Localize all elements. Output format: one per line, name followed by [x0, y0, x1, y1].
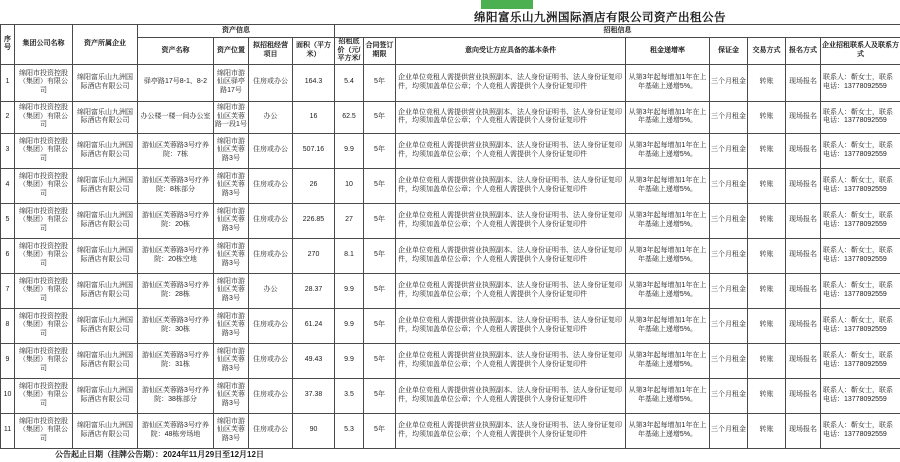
cell-rent-increase: 从第3年起每增加1年在上年基础上递增5%。: [626, 64, 710, 101]
cell-deposit: 三个月租金: [710, 168, 748, 203]
cell-base-price: 62.5: [335, 101, 364, 133]
cell-owner-enterprise: 绵阳富乐山九洲国际酒店有限公司: [73, 64, 138, 101]
cell-rental-project: 住房或办公: [249, 308, 293, 343]
cell-registration-method: 现场报名: [786, 308, 821, 343]
cell-group-company: 绵阳市投资控股（集团）有限公司: [15, 378, 73, 413]
cell-conditions: 企业单位竞租人需提供营业执照副本、法人身份证明书、法人身份证复印件，均须加盖单位公章；个人竞租人需提供个人身份证复印件: [396, 343, 626, 378]
cell-serial: 3: [1, 133, 15, 168]
cell-group-company: 绵阳市投资控股（集团）有限公司: [15, 64, 73, 101]
cell-conditions: 企业单位竞租人需提供营业执照副本、法人身份证明书、法人身份证复印件，均须加盖单位公章；个人竞租人需提供个人身份证复印件: [396, 168, 626, 203]
cell-registration-method: 现场报名: [786, 168, 821, 203]
col-header-transaction-method: 交易方式: [748, 38, 786, 65]
cell-deposit: 三个月租金: [710, 203, 748, 238]
cell-deposit: 三个月租金: [710, 413, 748, 448]
cell-contract-term: 5年: [364, 203, 396, 238]
table-row: [1, 101, 900, 133]
cell-serial: 7: [1, 273, 15, 308]
cell-group-company: 绵阳市投资控股（集团）有限公司: [15, 101, 73, 133]
table-row: [1, 343, 900, 378]
cell-deposit: 三个月租金: [710, 343, 748, 378]
cell-rental-project: 住房或办公: [249, 203, 293, 238]
cell-contact: 联系人：靳女士，联系电话：13778092559: [821, 378, 900, 413]
cell-contract-term: 5年: [364, 378, 396, 413]
cell-serial: 4: [1, 168, 15, 203]
cell-transaction-method: 转账: [748, 238, 786, 273]
cell-rental-project: 住房或办公: [249, 378, 293, 413]
cell-rent-increase: 从第3年起每增加1年在上年基础上递增5%。: [626, 308, 710, 343]
table-row: [1, 273, 900, 308]
group-header-asset-info: 资产信息: [138, 25, 335, 38]
cell-contract-term: 5年: [364, 101, 396, 133]
cell-serial: 2: [1, 101, 15, 133]
cell-rental-project: 住房或办公: [249, 64, 293, 101]
cell-conditions: 企业单位竞租人需提供营业执照副本、法人身份证明书、法人身份证复印件，均须加盖单位公章；个人竞租人需提供个人身份证复印件: [396, 101, 626, 133]
cell-serial: 11: [1, 413, 15, 448]
cell-base-price: 5.3: [335, 413, 364, 448]
cell-serial: 10: [1, 378, 15, 413]
cell-asset-name: 游仙区芙蓉路3号疗养院：20栋空地: [138, 238, 214, 273]
cell-transaction-method: 转账: [748, 168, 786, 203]
table-row: [1, 308, 900, 343]
cell-owner-enterprise: 绵阳富乐山九洲国际酒店有限公司: [73, 203, 138, 238]
page-title: 绵阳富乐山九洲国际酒店有限公司资产出租公告: [474, 12, 726, 24]
cell-transaction-method: 转账: [748, 273, 786, 308]
cell-transaction-method: 转账: [748, 101, 786, 133]
cell-conditions: 企业单位竞租人需提供营业执照副本、法人身份证明书、法人身份证复印件，均须加盖单位公章；个人竞租人需提供个人身份证复印件: [396, 238, 626, 273]
cell-conditions: 企业单位竞租人需提供营业执照副本、法人身份证明书、法人身份证复印件，均须加盖单位公章；个人竞租人需提供个人身份证复印件: [396, 133, 626, 168]
rental-table: [0, 24, 900, 449]
cell-contact: 联系人：靳女士，联系电话：13778092559: [821, 413, 900, 448]
cell-registration-method: 现场报名: [786, 133, 821, 168]
table-header: [1, 25, 900, 65]
cell-base-price: 27: [335, 203, 364, 238]
cell-rental-project: 住房或办公: [249, 413, 293, 448]
cell-deposit: 三个月租金: [710, 133, 748, 168]
cell-contract-term: 5年: [364, 168, 396, 203]
cell-rent-increase: 从第3年起每增加1年在上年基础上递增5%。: [626, 101, 710, 133]
col-header-base-price: 招租底价（元/平方米/: [335, 38, 364, 65]
cell-contact: 联系人：靳女士，联系电话：13778092559: [821, 308, 900, 343]
cell-contact: 联系人：靳女士，联系电话：13778092559: [821, 238, 900, 273]
cell-base-price: 9.9: [335, 308, 364, 343]
cell-contact: 联系人：靳女士，联系电话：13778092559: [821, 203, 900, 238]
col-header-owner-enterprise: 资产所属企业: [73, 25, 138, 65]
table-row: [1, 238, 900, 273]
cell-asset-location: 绵阳市游仙区芙蓉路3号: [214, 203, 249, 238]
table-row: [1, 64, 900, 101]
cell-contract-term: 5年: [364, 343, 396, 378]
cell-contact: 联系人：靳女士，联系电话：13778092559: [821, 343, 900, 378]
cell-deposit: 三个月租金: [710, 101, 748, 133]
cell-deposit: 三个月租金: [710, 64, 748, 101]
cell-registration-method: 现场报名: [786, 413, 821, 448]
table-body: [1, 64, 900, 448]
cell-group-company: 绵阳市投资控股（集团）有限公司: [15, 133, 73, 168]
cell-group-company: 绵阳市投资控股（集团）有限公司: [15, 308, 73, 343]
cell-asset-name: 游仙区芙蓉路3号疗养院：8栋部分: [138, 168, 214, 203]
col-header-asset-name: 资产名称: [138, 38, 214, 65]
col-header-group-company: 集团公司名称: [15, 25, 73, 65]
cell-group-company: 绵阳市投资控股（集团）有限公司: [15, 343, 73, 378]
cell-asset-location: 绵阳市游仙区芙蓉路3号: [214, 168, 249, 203]
table-row: [1, 203, 900, 238]
cell-rent-increase: 从第3年起每增加1年在上年基础上递增5%。: [626, 413, 710, 448]
cell-contact: 联系人：靳女士，联系电话：13778092559: [821, 273, 900, 308]
cell-rent-increase: 从第3年起每增加1年在上年基础上递增5%。: [626, 203, 710, 238]
cell-contract-term: 5年: [364, 238, 396, 273]
cell-rental-project: 办公: [249, 101, 293, 133]
cell-rent-increase: 从第3年起每增加1年在上年基础上递增5%。: [626, 378, 710, 413]
cell-asset-location: 绵阳市游仙区芙蓉路3号: [214, 238, 249, 273]
group-header-rental-info: 招租信息: [335, 25, 900, 38]
cell-registration-method: 现场报名: [786, 378, 821, 413]
green-accent-block: [481, 0, 533, 9]
cell-area: 90: [293, 413, 335, 448]
col-header-contract-term: 合同签订期限: [364, 38, 396, 65]
cell-rental-project: 办公: [249, 273, 293, 308]
cell-deposit: 三个月租金: [710, 378, 748, 413]
cell-registration-method: 现场报名: [786, 64, 821, 101]
table-row: [1, 378, 900, 413]
col-header-registration-method: 报名方式: [786, 38, 821, 65]
cell-group-company: 绵阳市投资控股（集团）有限公司: [15, 238, 73, 273]
cell-area: 270: [293, 238, 335, 273]
cell-asset-name: 游仙区芙蓉路3号疗养院：28栋: [138, 273, 214, 308]
announcement-date-range: 公告起止日期（挂牌公告期）：2024年11月29日至12月12日: [55, 450, 264, 459]
cell-asset-name: 游仙区芙蓉路3号疗养院：7栋: [138, 133, 214, 168]
cell-transaction-method: 转账: [748, 308, 786, 343]
cell-asset-location: 绵阳市游仙区芙蓉路3号: [214, 378, 249, 413]
cell-group-company: 绵阳市投资控股（集团）有限公司: [15, 168, 73, 203]
cell-group-company: 绵阳市投资控股（集团）有限公司: [15, 203, 73, 238]
cell-contract-term: 5年: [364, 413, 396, 448]
cell-area: 37.38: [293, 378, 335, 413]
cell-owner-enterprise: 绵阳富乐山九洲国际酒店有限公司: [73, 378, 138, 413]
col-header-conditions: 意向受让方应具备的基本条件: [396, 38, 626, 65]
cell-rental-project: 住房或办公: [249, 238, 293, 273]
cell-registration-method: 现场报名: [786, 273, 821, 308]
cell-asset-name: 游仙区芙蓉路3号疗养院：48栋旁场地: [138, 413, 214, 448]
cell-transaction-method: 转账: [748, 203, 786, 238]
cell-owner-enterprise: 绵阳富乐山九洲国际酒店有限公司: [73, 238, 138, 273]
cell-transaction-method: 转账: [748, 378, 786, 413]
cell-owner-enterprise: 绵阳富乐山九洲国际酒店有限公司: [73, 413, 138, 448]
cell-contract-term: 5年: [364, 133, 396, 168]
cell-asset-location: 绵阳市游仙区芙蓉路3号: [214, 343, 249, 378]
cell-rent-increase: 从第3年起每增加1年在上年基础上递增5%。: [626, 168, 710, 203]
col-header-contact: 企业招租联系人及联系方式: [821, 38, 900, 65]
table-row: [1, 168, 900, 203]
col-header-deposit: 保证金: [710, 38, 748, 65]
cell-contact: 联系人：靳女士，联系电话：13778092559: [821, 168, 900, 203]
cell-base-price: 10: [335, 168, 364, 203]
cell-area: 26: [293, 168, 335, 203]
cell-base-price: 9.9: [335, 133, 364, 168]
col-header-area: 面积（平方米）: [293, 38, 335, 65]
cell-asset-name: 游仙区芙蓉路3号疗养院：38栋部分: [138, 378, 214, 413]
cell-asset-location: 绵阳市游仙区芙蓉路3号: [214, 273, 249, 308]
cell-conditions: 企业单位竞租人需提供营业执照副本、法人身份证明书、法人身份证复印件，均须加盖单位公章；个人竞租人需提供个人身份证复印件: [396, 203, 626, 238]
cell-base-price: 5.4: [335, 64, 364, 101]
cell-rental-project: 住房或办公: [249, 133, 293, 168]
cell-conditions: 企业单位竞租人需提供营业执照副本、法人身份证明书、法人身份证复印件，均须加盖单位公章；个人竞租人需提供个人身份证复印件: [396, 378, 626, 413]
cell-asset-name: 办公楼一楼一间办公室: [138, 101, 214, 133]
cell-registration-method: 现场报名: [786, 343, 821, 378]
cell-serial: 6: [1, 238, 15, 273]
cell-asset-location: 绵阳市游仙区驿亭路17号: [214, 64, 249, 101]
cell-contact: 联系人：靳女士，联系电话：13778092559: [821, 101, 900, 133]
cell-registration-method: 现场报名: [786, 203, 821, 238]
cell-base-price: 8.1: [335, 238, 364, 273]
cell-serial: 8: [1, 308, 15, 343]
cell-rental-project: 住房或办公: [249, 168, 293, 203]
cell-owner-enterprise: 绵阳富乐山九洲国际酒店有限公司: [73, 168, 138, 203]
cell-group-company: 绵阳市投资控股（集团）有限公司: [15, 273, 73, 308]
cell-rent-increase: 从第3年起每增加1年在上年基础上递增5%。: [626, 238, 710, 273]
cell-base-price: 3.5: [335, 378, 364, 413]
cell-deposit: 三个月租金: [710, 308, 748, 343]
cell-asset-name: 驿亭路17号8-1、8-2: [138, 64, 214, 101]
cell-contact: 联系人：靳女士，联系电话：13778092559: [821, 133, 900, 168]
cell-area: 61.24: [293, 308, 335, 343]
cell-deposit: 三个月租金: [710, 238, 748, 273]
cell-owner-enterprise: 绵阳富乐山九洲国际酒店有限公司: [73, 133, 138, 168]
cell-owner-enterprise: 绵阳富乐山九洲国际酒店有限公司: [73, 101, 138, 133]
cell-serial: 1: [1, 64, 15, 101]
cell-asset-location: 绵阳市游仙区芙蓉路3号: [214, 308, 249, 343]
cell-registration-method: 现场报名: [786, 238, 821, 273]
cell-transaction-method: 转账: [748, 413, 786, 448]
cell-contract-term: 5年: [364, 64, 396, 101]
cell-group-company: 绵阳市投资控股（集团）有限公司: [15, 413, 73, 448]
cell-asset-name: 游仙区芙蓉路3号疗养院：31栋: [138, 343, 214, 378]
col-header-asset-location: 资产位置: [214, 38, 249, 65]
cell-contract-term: 5年: [364, 308, 396, 343]
col-header-rental-project: 拟招租经营项目: [249, 38, 293, 65]
cell-asset-name: 游仙区芙蓉路3号疗养院：30栋: [138, 308, 214, 343]
cell-asset-name: 游仙区芙蓉路3号疗养院：20栋: [138, 203, 214, 238]
cell-base-price: 9.9: [335, 343, 364, 378]
cell-conditions: 企业单位竞租人需提供营业执照副本、法人身份证明书、法人身份证复印件，均须加盖单位公章；个人竞租人需提供个人身份证复印件: [396, 413, 626, 448]
cell-transaction-method: 转账: [748, 343, 786, 378]
cell-base-price: 9.9: [335, 273, 364, 308]
cell-conditions: 企业单位竞租人需提供营业执照副本、法人身份证明书、法人身份证复印件，均须加盖单位公章；个人竞租人需提供个人身份证复印件: [396, 308, 626, 343]
cell-asset-location: 绵阳市游仙区芙蓉路3号: [214, 133, 249, 168]
cell-deposit: 三个月租金: [710, 273, 748, 308]
cell-asset-location: 绵阳市游仙区芙蓉路一段1号: [214, 101, 249, 133]
cell-transaction-method: 转账: [748, 133, 786, 168]
cell-registration-method: 现场报名: [786, 101, 821, 133]
table-row: [1, 133, 900, 168]
col-header-serial: 序号: [1, 25, 15, 65]
cell-area: 226.85: [293, 203, 335, 238]
cell-owner-enterprise: 绵阳富乐山九洲国际酒店有限公司: [73, 273, 138, 308]
cell-area: 164.3: [293, 64, 335, 101]
cell-rent-increase: 从第3年起每增加1年在上年基础上递增5%。: [626, 343, 710, 378]
cell-owner-enterprise: 绵阳富乐山九洲国际酒店有限公司: [73, 343, 138, 378]
cell-asset-location: 绵阳市游仙区芙蓉路3号: [214, 413, 249, 448]
cell-serial: 9: [1, 343, 15, 378]
cell-area: 507.16: [293, 133, 335, 168]
cell-rent-increase: 从第3年起每增加1年在上年基础上递增5%。: [626, 273, 710, 308]
cell-contract-term: 5年: [364, 273, 396, 308]
cell-area: 28.37: [293, 273, 335, 308]
cell-rent-increase: 从第3年起每增加1年在上年基础上递增5%。: [626, 133, 710, 168]
cell-serial: 5: [1, 203, 15, 238]
table-row: [1, 413, 900, 448]
cell-conditions: 企业单位竞租人需提供营业执照副本、法人身份证明书、法人身份证复印件，均须加盖单位公章；个人竞租人需提供个人身份证复印件: [396, 273, 626, 308]
cell-owner-enterprise: 绵阳富乐山九洲国际酒店有限公司: [73, 308, 138, 343]
cell-area: 16: [293, 101, 335, 133]
cell-transaction-method: 转账: [748, 64, 786, 101]
cell-conditions: 企业单位竞租人需提供营业执照副本、法人身份证明书、法人身份证复印件，均须加盖单位公章；个人竞租人需提供个人身份证复印件: [396, 64, 626, 101]
cell-area: 49.43: [293, 343, 335, 378]
col-header-rent-increase: 租金递增率: [626, 38, 710, 65]
cell-contact: 联系人：靳女士，联系电话：13778092559: [821, 64, 900, 101]
cell-rental-project: 住房或办公: [249, 343, 293, 378]
